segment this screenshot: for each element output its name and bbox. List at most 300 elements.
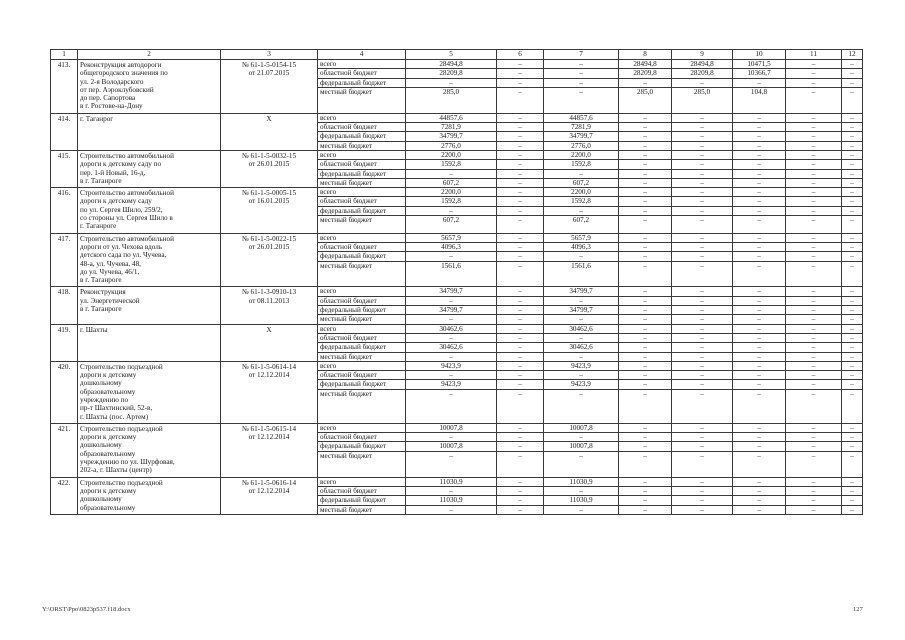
object-name-line: г. Шахты (пос. Артем) [80, 412, 149, 421]
value-cell: – [619, 371, 672, 380]
document-ref-line: от 12.12.2014 [248, 371, 290, 380]
value-cell: – [672, 380, 733, 389]
value-cell: – [786, 113, 842, 122]
funding-source: местный бюджет [318, 389, 406, 423]
value-cell: – [842, 242, 863, 251]
table-row [51, 233, 863, 242]
value-cell: – [544, 451, 619, 477]
value-cell: 1561,6 [406, 261, 497, 287]
value-cell: – [619, 315, 672, 324]
object-name [78, 113, 221, 150]
column-number: 11 [786, 50, 842, 60]
row-number: 418. [51, 287, 78, 324]
value-cell: 28209,8 [619, 69, 672, 78]
column-number: 5 [406, 50, 497, 60]
value-cell: – [672, 451, 733, 477]
value-cell: – [786, 306, 842, 315]
value-cell: 34799,7 [406, 132, 497, 141]
object-name-line: образовательному [80, 503, 136, 512]
object-name-line: 202-а, г. Шахты (центр) [80, 466, 152, 475]
row-number: 422. [51, 477, 78, 514]
document-ref [221, 188, 318, 233]
object-name-line: со стороны ул. Сергея Шило в [80, 214, 173, 223]
value-cell: – [544, 505, 619, 514]
value-cell: – [619, 233, 672, 242]
funding-source: местный бюджет [318, 505, 406, 514]
value-cell: – [544, 60, 619, 69]
row-number: 416. [51, 188, 78, 233]
funding-source: областной бюджет [318, 160, 406, 169]
value-cell: – [619, 242, 672, 251]
value-cell: 28494,8 [406, 60, 497, 69]
value-cell: – [733, 433, 786, 442]
value-cell: – [619, 496, 672, 505]
funding-source: областной бюджет [318, 371, 406, 380]
document-ref [221, 150, 318, 187]
value-cell: – [733, 324, 786, 333]
value-cell: – [672, 216, 733, 234]
object-name-line: дороги к детскому саду по [80, 160, 162, 169]
funding-source: всего [318, 324, 406, 333]
value-cell: 34799,7 [544, 306, 619, 315]
value-cell: – [672, 78, 733, 87]
document-ref-line: № 61-1-5-0616-14 [241, 478, 297, 487]
value-cell: – [406, 486, 497, 495]
document-ref-line: № 61-1-5-0615-14 [241, 424, 297, 433]
column-number: 4 [318, 50, 406, 60]
value-cell: 28209,8 [406, 69, 497, 78]
funding-source: всего [318, 287, 406, 296]
object-name-line: Строительство автомобильной [80, 189, 174, 198]
value-cell: – [733, 496, 786, 505]
value-cell: – [786, 296, 842, 305]
value-cell: – [619, 169, 672, 178]
value-cell: 607,2 [406, 216, 497, 234]
value-cell: – [786, 123, 842, 132]
value-cell: – [842, 324, 863, 333]
value-cell: – [672, 306, 733, 315]
value-cell: 7281,9 [406, 123, 497, 132]
value-cell: – [733, 188, 786, 197]
value-cell: 11030,9 [544, 477, 619, 486]
value-cell: – [619, 160, 672, 169]
value-cell: – [842, 380, 863, 389]
value-cell: – [733, 451, 786, 477]
value-cell: – [733, 206, 786, 215]
value-cell: – [406, 433, 497, 442]
column-number: 2 [78, 50, 221, 60]
row-number: 419. [51, 324, 78, 361]
column-number: 9 [672, 50, 733, 60]
value-cell: – [497, 132, 544, 141]
value-cell: – [497, 206, 544, 215]
value-cell: – [842, 78, 863, 87]
value-cell: – [497, 333, 544, 342]
object-name-line: в г. Таганроге [80, 305, 122, 314]
value-cell: 28209,8 [672, 69, 733, 78]
funding-source: местный бюджет [318, 352, 406, 361]
value-cell: – [786, 389, 842, 423]
value-cell: 2200,0 [406, 188, 497, 197]
document-ref-line: от 16.01.2015 [248, 197, 290, 206]
value-cell: – [842, 206, 863, 215]
value-cell: 34799,7 [406, 306, 497, 315]
document-ref-line: № 61-1-5-0614-14 [241, 362, 297, 371]
value-cell: – [672, 132, 733, 141]
value-cell: – [786, 197, 842, 206]
value-cell: – [786, 87, 842, 113]
value-cell: – [497, 60, 544, 69]
value-cell: 30462,6 [544, 343, 619, 352]
value-cell: – [406, 315, 497, 324]
value-cell: – [786, 150, 842, 159]
value-cell: – [842, 451, 863, 477]
value-cell: – [497, 197, 544, 206]
funding-source: федеральный бюджет [318, 380, 406, 389]
value-cell: 5657,9 [406, 233, 497, 242]
value-cell: – [544, 252, 619, 261]
funding-source: всего [318, 361, 406, 370]
value-cell: – [733, 78, 786, 87]
value-cell: – [786, 496, 842, 505]
funding-source: федеральный бюджет [318, 442, 406, 451]
value-cell: – [497, 78, 544, 87]
object-name-line: общегородского значения по [80, 69, 168, 78]
value-cell: – [619, 78, 672, 87]
value-cell: – [842, 261, 863, 287]
document-ref-line: от 08.11.2013 [248, 296, 290, 305]
value-cell: 10471,5 [733, 60, 786, 69]
funding-source: всего [318, 233, 406, 242]
value-cell: – [842, 113, 863, 122]
value-cell: – [497, 160, 544, 169]
value-cell: – [619, 380, 672, 389]
document-ref [221, 361, 318, 423]
value-cell: – [733, 306, 786, 315]
object-name-line: дороги к детскому [80, 433, 137, 442]
value-cell: – [672, 141, 733, 150]
value-cell: 44857,6 [406, 113, 497, 122]
value-cell: – [786, 477, 842, 486]
value-cell: – [842, 123, 863, 132]
value-cell: – [842, 315, 863, 324]
value-cell: – [842, 141, 863, 150]
value-cell: – [497, 87, 544, 113]
value-cell: 10007,8 [544, 442, 619, 451]
value-cell: – [786, 315, 842, 324]
value-cell: – [733, 287, 786, 296]
value-cell: – [672, 496, 733, 505]
funding-source: всего [318, 113, 406, 122]
column-number: 7 [544, 50, 619, 60]
value-cell: 10007,8 [406, 423, 497, 432]
value-cell: 28494,8 [672, 60, 733, 69]
value-cell: – [786, 380, 842, 389]
funding-source: всего [318, 60, 406, 69]
value-cell: – [619, 343, 672, 352]
value-cell: – [497, 216, 544, 234]
value-cell: – [619, 123, 672, 132]
object-name-line: ул. Энергетической [80, 296, 140, 305]
column-number: 8 [619, 50, 672, 60]
value-cell: – [672, 169, 733, 178]
value-cell: – [842, 477, 863, 486]
value-cell: 34799,7 [544, 132, 619, 141]
value-cell: – [672, 371, 733, 380]
funding-source: областной бюджет [318, 333, 406, 342]
value-cell: – [786, 505, 842, 514]
funding-source: федеральный бюджет [318, 169, 406, 178]
value-cell: – [497, 343, 544, 352]
value-cell: – [497, 389, 544, 423]
value-cell: – [786, 216, 842, 234]
value-cell: – [619, 361, 672, 370]
document-ref-line: № 61-1-5-0154-15 [241, 61, 297, 69]
funding-source: местный бюджет [318, 216, 406, 234]
value-cell: 9423,9 [406, 361, 497, 370]
value-cell: – [497, 296, 544, 305]
value-cell: – [497, 371, 544, 380]
value-cell: – [619, 352, 672, 361]
value-cell: 9423,9 [406, 380, 497, 389]
value-cell: – [619, 206, 672, 215]
document-ref-line: № 61-1-3-0910-13 [241, 288, 297, 297]
value-cell: – [842, 433, 863, 442]
table-header-row [51, 50, 863, 60]
value-cell: – [842, 296, 863, 305]
value-cell: – [544, 296, 619, 305]
value-cell: – [733, 123, 786, 132]
value-cell: – [619, 197, 672, 206]
value-cell: – [672, 178, 733, 187]
funding-source: местный бюджет [318, 141, 406, 150]
value-cell: – [672, 206, 733, 215]
funding-source: областной бюджет [318, 242, 406, 251]
document-ref-line: от 12.12.2014 [248, 486, 290, 495]
value-cell: – [786, 433, 842, 442]
value-cell: – [544, 433, 619, 442]
document-ref-line: № 61-1-5-0032-15 [241, 151, 297, 160]
value-cell: 1592,8 [544, 197, 619, 206]
value-cell: – [842, 252, 863, 261]
value-cell: 1592,8 [406, 160, 497, 169]
value-cell: – [786, 178, 842, 187]
value-cell: – [497, 242, 544, 251]
funding-source: местный бюджет [318, 261, 406, 287]
object-name-line: дороги к детскому [80, 486, 137, 495]
column-number: 10 [733, 50, 786, 60]
value-cell: 11030,9 [406, 496, 497, 505]
column-number: 6 [497, 50, 544, 60]
object-name-line: дошкольному [80, 379, 122, 388]
value-cell: 2776,0 [406, 141, 497, 150]
value-cell: – [672, 315, 733, 324]
value-cell: – [672, 352, 733, 361]
value-cell: 4096,3 [406, 242, 497, 251]
value-cell: – [497, 324, 544, 333]
value-cell: – [672, 505, 733, 514]
value-cell: – [672, 188, 733, 197]
value-cell: – [619, 451, 672, 477]
funding-source: областной бюджет [318, 296, 406, 305]
value-cell: – [786, 78, 842, 87]
value-cell: – [619, 423, 672, 432]
value-cell: – [497, 442, 544, 451]
value-cell: – [733, 380, 786, 389]
value-cell: – [497, 451, 544, 477]
value-cell: – [842, 132, 863, 141]
value-cell: – [786, 423, 842, 432]
value-cell: 7281,9 [544, 123, 619, 132]
value-cell: – [497, 261, 544, 287]
value-cell: – [842, 496, 863, 505]
value-cell: – [497, 141, 544, 150]
value-cell: – [406, 371, 497, 380]
value-cell: – [672, 160, 733, 169]
value-cell: – [786, 160, 842, 169]
object-name-line: Строительство подъездной [80, 424, 163, 433]
value-cell: – [842, 352, 863, 361]
object-name-line: дошкольному [80, 495, 122, 504]
value-cell: – [733, 132, 786, 141]
value-cell: – [497, 150, 544, 159]
object-name-line: до ул. Чучева, 46/1, [80, 267, 140, 276]
document-ref-line: от 12.12.2014 [248, 433, 290, 442]
value-cell: – [786, 169, 842, 178]
document-ref [221, 477, 318, 514]
value-cell: – [619, 477, 672, 486]
document-page [50, 49, 862, 515]
value-cell: – [733, 486, 786, 495]
value-cell: – [786, 343, 842, 352]
value-cell: – [733, 352, 786, 361]
value-cell: – [619, 442, 672, 451]
value-cell: – [672, 333, 733, 342]
value-cell: – [619, 505, 672, 514]
value-cell: – [619, 132, 672, 141]
value-cell: – [842, 361, 863, 370]
value-cell: 11030,9 [544, 496, 619, 505]
value-cell: – [672, 113, 733, 122]
value-cell: – [672, 389, 733, 423]
value-cell: – [497, 505, 544, 514]
value-cell: – [786, 361, 842, 370]
value-cell: – [842, 423, 863, 432]
document-ref-line: от 26.01.2015 [248, 242, 290, 251]
table-row [51, 188, 863, 197]
value-cell: – [544, 315, 619, 324]
value-cell: 2200,0 [406, 150, 497, 159]
value-cell: – [497, 252, 544, 261]
value-cell: – [497, 123, 544, 132]
value-cell: – [672, 150, 733, 159]
document-ref-line: № 61-1-5-0005-15 [241, 189, 297, 198]
column-number: 3 [221, 50, 318, 60]
value-cell: – [497, 352, 544, 361]
value-cell: – [497, 178, 544, 187]
table-row [51, 287, 863, 296]
funding-source: федеральный бюджет [318, 132, 406, 141]
value-cell: – [842, 343, 863, 352]
object-name-line: г. Таганрог [80, 114, 114, 123]
value-cell: 44857,6 [544, 113, 619, 122]
object-name-line: Строительство автомобильной [80, 151, 174, 160]
value-cell: – [544, 69, 619, 78]
value-cell: – [842, 505, 863, 514]
value-cell: – [786, 261, 842, 287]
funding-source: всего [318, 150, 406, 159]
value-cell: 285,0 [406, 87, 497, 113]
object-name-line: в г. Таганроге [80, 176, 122, 185]
value-cell: – [619, 486, 672, 495]
value-cell: – [672, 433, 733, 442]
object-name-line: детского сада по ул. Чучева, [80, 251, 167, 260]
value-cell: – [733, 113, 786, 122]
value-cell: – [619, 188, 672, 197]
value-cell: – [842, 216, 863, 234]
table-row [51, 423, 863, 432]
value-cell: – [672, 233, 733, 242]
table-row [51, 361, 863, 370]
object-name-line: до пер. Сапортова [80, 94, 136, 103]
value-cell: – [842, 306, 863, 315]
value-cell: – [733, 423, 786, 432]
document-ref [221, 60, 318, 114]
value-cell: – [497, 287, 544, 296]
object-name-line: г. Таганроге [80, 222, 117, 231]
object-name-line: в г. Ростове-на-Дону [80, 102, 143, 111]
value-cell: 2200,0 [544, 150, 619, 159]
value-cell: – [786, 252, 842, 261]
budget-table [50, 49, 863, 515]
value-cell: 30462,6 [406, 324, 497, 333]
document-ref [221, 287, 318, 324]
value-cell: – [733, 178, 786, 187]
value-cell: – [619, 178, 672, 187]
value-cell: – [842, 87, 863, 113]
value-cell: – [406, 389, 497, 423]
value-cell: – [497, 423, 544, 432]
value-cell: – [619, 433, 672, 442]
value-cell: 607,2 [544, 178, 619, 187]
value-cell: 285,0 [619, 87, 672, 113]
value-cell: – [619, 306, 672, 315]
value-cell: – [733, 333, 786, 342]
value-cell: – [619, 252, 672, 261]
value-cell: – [672, 197, 733, 206]
value-cell: – [619, 333, 672, 342]
value-cell: – [733, 315, 786, 324]
value-cell: – [786, 141, 842, 150]
value-cell: – [672, 477, 733, 486]
value-cell: – [733, 442, 786, 451]
object-name-line: 48-а, ул. Чучева, 48, [80, 259, 141, 268]
value-cell: – [786, 69, 842, 78]
value-cell: 28494,8 [619, 60, 672, 69]
value-cell: – [672, 296, 733, 305]
value-cell: – [497, 188, 544, 197]
value-cell: – [497, 477, 544, 486]
value-cell: 285,0 [672, 87, 733, 113]
value-cell: – [672, 324, 733, 333]
value-cell: – [733, 505, 786, 514]
value-cell: – [544, 352, 619, 361]
value-cell: – [619, 216, 672, 234]
value-cell: 11030,9 [406, 477, 497, 486]
object-name-line: образовательному [80, 387, 136, 396]
table-row [51, 324, 863, 333]
funding-source: местный бюджет [318, 451, 406, 477]
